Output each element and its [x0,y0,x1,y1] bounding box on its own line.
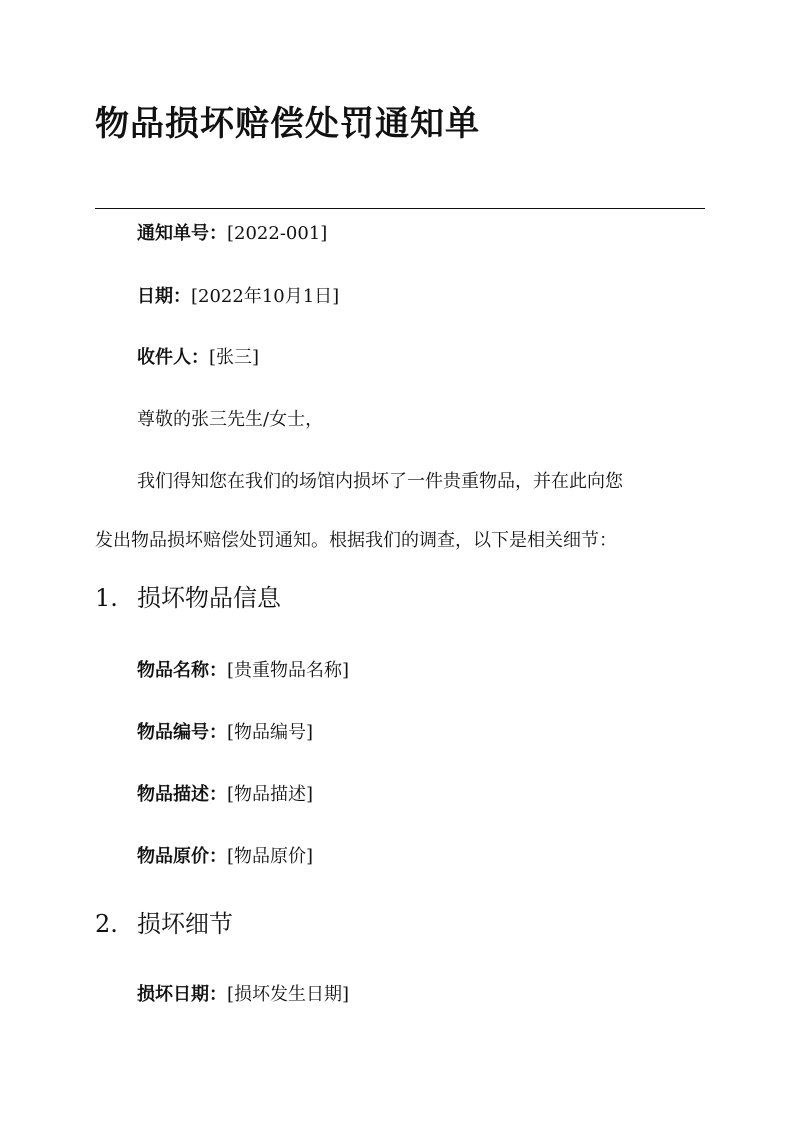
intro-line: 发出物品损坏赔偿处罚通知。根据我们的调查，以下是相关细节： [95,530,617,551]
field-item-description [137,780,313,806]
field-notice-number [137,219,327,245]
field-item-number [137,718,313,744]
field-label: 物品编号： [137,722,227,743]
field-recipient [137,343,259,369]
greeting: 尊敬的张三先生/女士， [137,409,324,430]
field-value: [物品描述] [227,784,314,805]
section-title: 损坏物品信息 [137,584,281,612]
field-label: 损坏日期： [137,984,227,1005]
field-value: [2022-001] [227,223,328,244]
field-label: 日期： [137,286,191,307]
field-label: 物品原价： [137,846,227,867]
field-label: 通知单号： [137,223,227,244]
field-label: 物品名称： [137,660,227,681]
field-date [137,282,339,308]
field-value: [贵重物品名称] [227,660,350,681]
field-label: 收件人： [137,347,209,368]
field-value: [张三] [209,347,260,368]
intro-line: 我们得知您在我们的场馆内损坏了一件贵重物品，并在此向您 [137,471,623,492]
section-heading-2 [95,904,233,939]
section-number: 2. [95,910,118,938]
field-value: [2022年10月1日] [191,286,340,307]
field-value: [物品编号] [227,722,314,743]
field-damage-date [137,980,349,1006]
section-heading-1 [95,578,281,613]
field-value: [物品原价] [227,846,314,867]
title-divider [95,208,705,209]
field-value: [损坏发生日期] [227,984,350,1005]
field-item-name [137,656,349,682]
document-title: 物品损坏赔偿处罚通知单 [95,104,480,144]
section-title: 损坏细节 [137,910,233,938]
section-number: 1. [95,584,118,612]
field-item-original-price [137,842,313,868]
field-label: 物品描述： [137,784,227,805]
